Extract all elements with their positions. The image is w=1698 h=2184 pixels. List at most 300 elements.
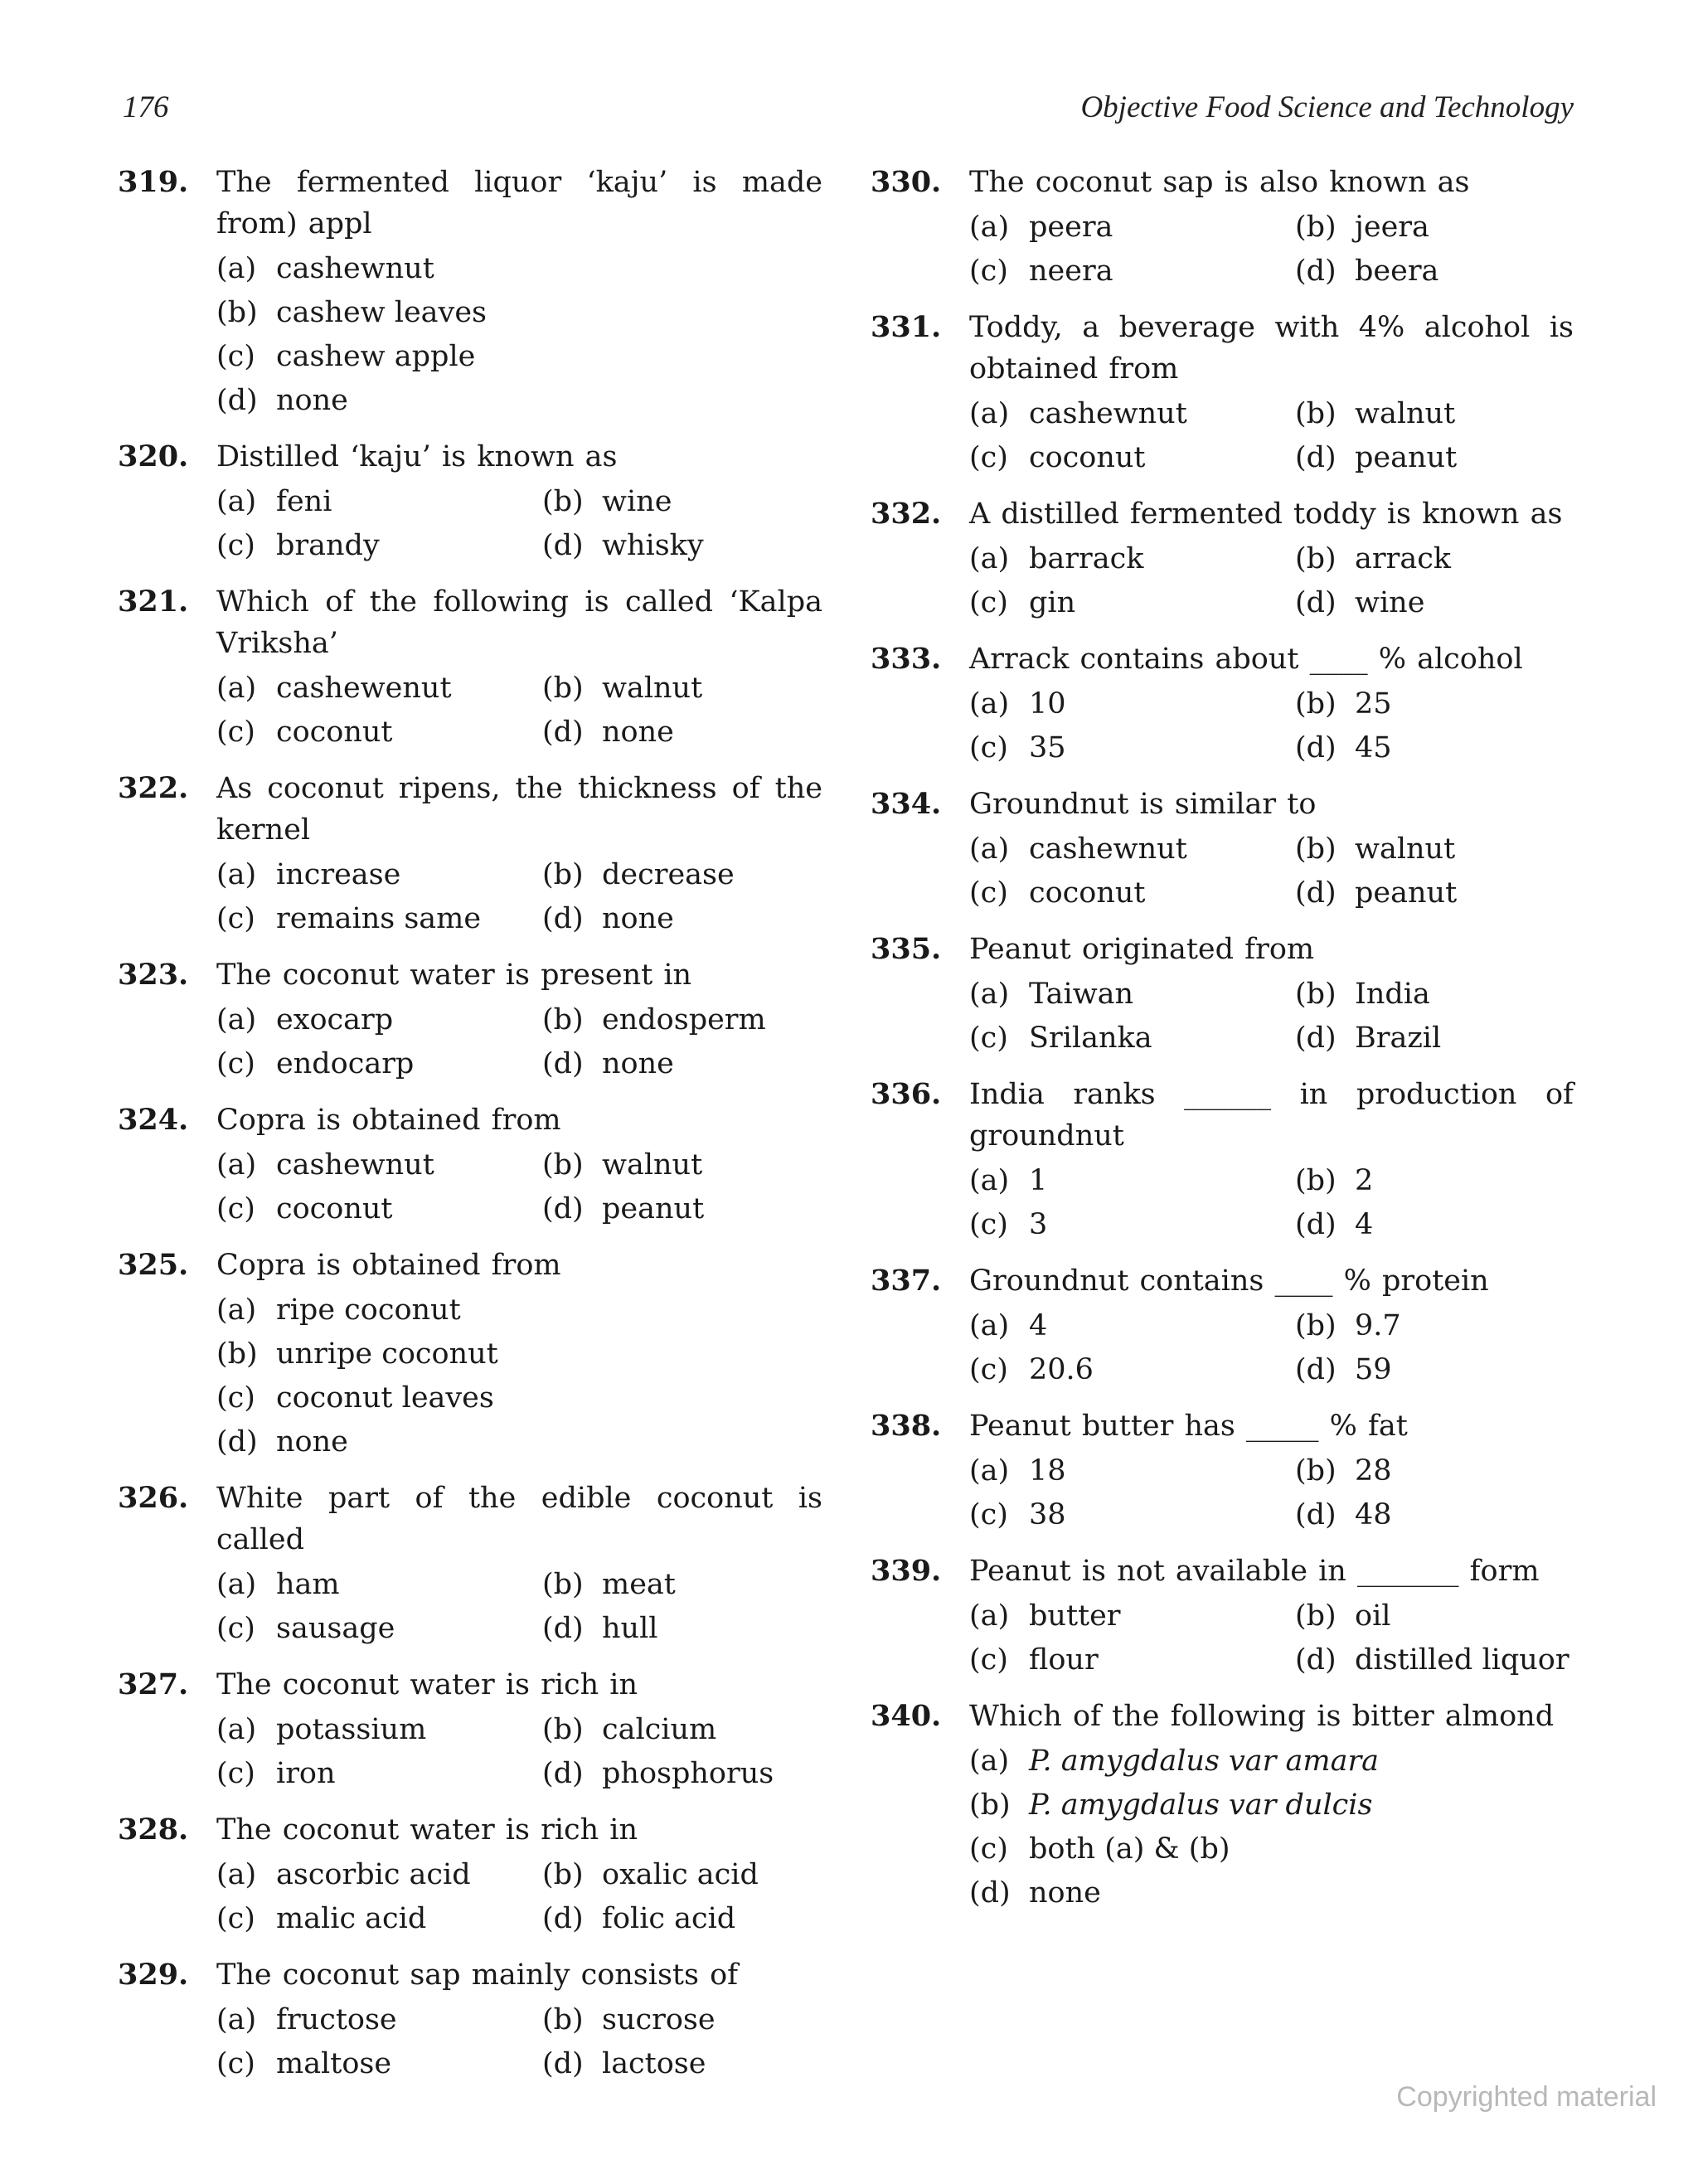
option-text: remains same [276,902,482,935]
answer-option [542,711,822,755]
answer-option [969,1017,1295,1060]
option-label: (a) [216,252,257,285]
option-label: (c) [969,586,1008,619]
option-text: coconut [1029,441,1146,474]
option-label: (a) [216,1293,257,1327]
answer-options [216,1998,822,2086]
option-label: (a) [216,485,257,518]
answer-option [969,682,1295,726]
running-title: Objective Food Science and Technology [1080,90,1574,124]
option-label: (d) [1295,255,1337,288]
option-label: (a) [216,1713,257,1746]
option-text: oxalic acid [602,1858,759,1891]
left-column [118,162,822,2099]
option-label: (a) [216,672,257,705]
option-text: potassium [276,1713,427,1746]
option-text: none [602,1047,674,1080]
option-label: (b) [1295,1164,1337,1197]
answer-option [1295,436,1574,480]
option-text: wine [1355,586,1425,619]
option-label: (b) [969,1788,1011,1822]
question-number: 331. [871,310,942,344]
question-number: 337. [871,1264,942,1298]
option-label: (a) [216,2003,257,2036]
option-text: butter [1029,1599,1121,1633]
option-label: (a) [216,1148,257,1182]
answer-option [969,1159,1295,1203]
option-text: cashewenut [276,672,452,705]
option-label: (a) [216,1858,257,1891]
question-item [871,638,1574,770]
answer-option [216,1289,822,1332]
answer-options [969,537,1574,625]
option-text: 35 [1029,731,1066,764]
option-text: walnut [1355,832,1456,866]
answer-option [216,1187,542,1231]
option-label: (a) [216,1003,257,1036]
option-label: (d) [542,1047,584,1080]
option-text: malic acid [276,1902,427,1935]
option-text: coconut [276,716,393,749]
answer-option [542,1897,822,1941]
option-text: endosperm [602,1003,766,1036]
answer-option [1295,871,1574,915]
answer-option [216,335,822,379]
option-text: 4 [1029,1309,1048,1342]
option-label: (b) [542,2003,584,2036]
option-label: (c) [216,1192,255,1225]
option-label: (a) [969,1745,1010,1778]
option-text: 10 [1029,687,1066,721]
answer-option [969,537,1295,581]
answer-option [969,1638,1295,1682]
answer-options [216,1563,822,1651]
option-text: exocarp [276,1003,394,1036]
question-item [118,1664,822,1796]
answer-option [1295,682,1574,726]
question-number: 324. [118,1103,189,1137]
option-label: (d) [1295,876,1337,910]
option-label: (b) [216,1337,258,1371]
answer-option [216,291,822,335]
option-text: oil [1355,1599,1391,1633]
option-label: (c) [216,340,255,373]
option-text: jeera [1355,211,1429,244]
answer-option [1295,1348,1574,1392]
option-label: (d) [216,1425,258,1458]
option-text: decrease [602,858,735,891]
option-text: sucrose [602,2003,716,2036]
option-text: walnut [602,672,703,705]
question-number: 327. [118,1667,189,1701]
answer-option [542,853,822,897]
option-text: 25 [1355,687,1392,721]
question-text: As coconut ripens, the thickness of the kernel [216,772,822,847]
option-label: (c) [216,716,255,749]
answer-option [216,667,542,711]
question-text: Peanut butter has _____ % fat [969,1410,1408,1443]
answer-option [969,1304,1295,1348]
option-text: none [602,716,674,749]
option-text: phosphorus [602,1757,774,1790]
option-text: peera [1029,211,1113,244]
option-text: 1 [1029,1164,1048,1197]
question-item [871,1696,1574,1915]
question-number: 320. [118,439,189,473]
question-item [871,307,1574,480]
question-text: Peanut is not available in _______ form [969,1555,1540,1588]
option-text: P. amygdalus var dulcis [1029,1788,1373,1822]
option-label: (a) [969,1164,1010,1197]
answer-option [1295,827,1574,871]
question-item [118,162,822,423]
option-text: ripe coconut [276,1293,461,1327]
answer-option [216,897,542,941]
answer-options [969,973,1574,1060]
option-label: (b) [542,1003,584,1036]
answer-option [542,897,822,941]
option-text: beera [1355,255,1439,288]
option-text: none [276,1425,348,1458]
question-text: Groundnut contains ____ % protein [969,1264,1489,1298]
option-label: (c) [969,255,1008,288]
question-item [871,162,1574,294]
option-text: brandy [276,529,380,562]
question-number: 338. [871,1409,942,1443]
option-label: (b) [542,1858,584,1891]
option-label: (d) [542,1192,584,1225]
option-label: (c) [969,1498,1008,1531]
answer-option [542,480,822,524]
option-text: India [1355,978,1430,1011]
answer-option [1295,1159,1574,1203]
question-text: The coconut water is present in [216,959,692,992]
question-text: A distilled fermented toddy is known as [969,497,1563,531]
answer-option [542,1187,822,1231]
option-label: (a) [969,687,1010,721]
option-text: 2 [1355,1164,1374,1197]
question-item [118,1954,822,2086]
answer-option [1295,537,1574,581]
question-item [118,768,822,941]
option-label: (d) [1295,1643,1337,1677]
answer-options [216,1708,822,1796]
option-label: (c) [216,902,255,935]
option-text: coconut leaves [276,1381,494,1415]
answer-option [542,1143,822,1187]
option-text: distilled liquor [1355,1643,1569,1677]
option-text: flour [1029,1643,1099,1677]
answer-option [969,1594,1295,1638]
question-item [871,1551,1574,1682]
option-label: (b) [542,1148,584,1182]
option-label: (a) [969,1454,1010,1488]
option-label: (d) [1295,586,1337,619]
question-number: 323. [118,958,189,992]
option-label: (d) [542,1612,584,1645]
question-number: 321. [118,585,189,619]
answer-option [542,1708,822,1752]
option-text: gin [1029,586,1076,619]
option-text: folic acid [602,1902,736,1935]
option-label: (c) [969,1832,1008,1866]
option-text: both (a) & (b) [1029,1832,1230,1866]
answer-option [969,973,1295,1017]
answer-options [216,667,822,755]
question-item [871,1260,1574,1392]
answer-option [216,1376,822,1420]
answer-option [1295,581,1574,625]
question-number: 329. [118,1958,189,1992]
question-number: 326. [118,1481,189,1515]
option-label: (a) [969,832,1010,866]
option-text: cashewnut [276,1148,434,1182]
question-number: 325. [118,1248,189,1282]
option-label: (d) [1295,1353,1337,1386]
option-text: iron [276,1757,336,1790]
question-item [118,1478,822,1651]
option-label: (d) [542,2047,584,2080]
option-text: lactose [602,2047,706,2080]
answer-options [969,206,1574,294]
option-text: sausage [276,1612,395,1645]
question-text: Which of the following is called ‘Kalpa Vriksha’ [216,585,822,660]
answer-option [216,1998,542,2042]
option-text: cashew leaves [276,296,487,329]
answer-option [969,1871,1574,1915]
question-item [118,954,822,1086]
question-item [871,784,1574,915]
answer-options [216,998,822,1086]
option-label: (d) [1295,731,1337,764]
option-label: (c) [969,1022,1008,1055]
question-text: Arrack contains about ____ % alcohol [969,643,1523,676]
option-text: 4 [1355,1208,1374,1241]
option-label: (b) [1295,832,1337,866]
answer-option [542,1563,822,1607]
question-item [118,581,822,755]
answer-option [216,1853,542,1897]
question-number: 332. [871,497,942,531]
answer-option [542,1752,822,1796]
answer-option [216,1042,542,1086]
option-label: (a) [969,978,1010,1011]
answer-options [969,1159,1574,1247]
question-text: Peanut originated from [969,933,1315,966]
answer-option [216,480,542,524]
option-text: cashewnut [1029,397,1187,430]
answer-options [216,853,822,941]
option-label: (d) [542,1757,584,1790]
answer-option [542,524,822,568]
answer-option [1295,1449,1574,1493]
page-number: 176 [123,90,169,124]
answer-option [216,1420,822,1464]
right-column [871,162,1574,1929]
option-label: (d) [542,529,584,562]
question-item [871,1405,1574,1537]
option-label: (b) [1295,397,1337,430]
option-label: (b) [542,1568,584,1601]
question-text: The coconut sap is also known as [969,166,1470,199]
answer-option [969,1203,1295,1247]
answer-option [216,1143,542,1187]
option-text: Srilanka [1029,1022,1152,1055]
question-number: 336. [871,1077,942,1111]
question-item [118,436,822,568]
answer-options [216,1853,822,1941]
answer-option [969,581,1295,625]
answer-option [1295,1304,1574,1348]
question-text: The coconut water is rich in [216,1668,638,1701]
option-label: (b) [1295,978,1337,1011]
option-label: (d) [542,1902,584,1935]
answer-option [216,853,542,897]
option-label: (c) [216,1047,255,1080]
answer-option [542,1607,822,1651]
option-label: (d) [1295,1208,1337,1241]
answer-option [1295,973,1574,1017]
answer-option [216,711,542,755]
question-text: The fermented liquor ‘kaju’ is made from) appl [216,166,822,240]
option-label: (c) [216,529,255,562]
option-text: coconut [276,1192,393,1225]
option-label: (c) [969,1643,1008,1677]
answer-option [542,998,822,1042]
option-label: (b) [1295,687,1337,721]
option-label: (c) [216,2047,255,2080]
answer-option [216,2042,542,2086]
option-label: (b) [1295,1309,1337,1342]
question-text: Distilled ‘kaju’ is known as [216,440,618,473]
answer-option [969,1449,1295,1493]
option-label: (c) [969,876,1008,910]
option-label: (c) [969,731,1008,764]
option-text: 48 [1355,1498,1392,1531]
option-label: (d) [216,384,258,417]
option-text: meat [602,1568,676,1601]
option-text: walnut [602,1148,703,1182]
question-item [871,1074,1574,1247]
option-text: walnut [1355,397,1456,430]
question-text: White part of the edible coconut is called [216,1482,822,1556]
answer-options [969,1594,1574,1682]
answer-option [1295,726,1574,770]
option-text: 20.6 [1029,1353,1094,1386]
option-text: none [276,384,348,417]
option-text: peanut [1355,876,1458,910]
option-label: (c) [216,1902,255,1935]
question-text: The coconut water is rich in [216,1813,638,1847]
answer-option [216,1332,822,1376]
option-text: hull [602,1612,658,1645]
option-label: (d) [969,1876,1011,1910]
option-text: 45 [1355,731,1392,764]
answer-options [216,247,822,423]
answer-option [1295,250,1574,294]
option-label: (b) [542,672,584,705]
option-text: cashew apple [276,340,476,373]
option-label: (a) [969,1599,1010,1633]
question-number: 334. [871,787,942,821]
option-text: coconut [1029,876,1146,910]
answer-options [969,392,1574,480]
question-item [118,1099,822,1231]
option-text: unripe coconut [276,1337,498,1371]
option-text: wine [602,485,672,518]
answer-option [1295,1493,1574,1537]
question-item [118,1809,822,1941]
option-label: (b) [1295,542,1337,575]
option-text: 59 [1355,1353,1392,1386]
question-text: Copra is obtained from [216,1104,561,1137]
watermark: Copyrighted material [1396,2081,1657,2113]
option-label: (c) [969,1353,1008,1386]
question-text: Groundnut is similar to [969,788,1317,821]
answer-option [969,436,1295,480]
answer-option [1295,1594,1574,1638]
answer-options [969,1449,1574,1537]
answer-options [969,1740,1574,1915]
option-text: increase [276,858,401,891]
option-text: cashewnut [1029,832,1187,866]
option-label: (a) [969,1309,1010,1342]
question-text: The coconut sap mainly consists of [216,1958,739,1992]
answer-option [542,1998,822,2042]
option-label: (b) [542,485,584,518]
answer-options [216,480,822,568]
answer-option [969,392,1295,436]
answer-option [969,827,1295,871]
option-label: (c) [969,1208,1008,1241]
answer-option [216,1897,542,1941]
question-number: 330. [871,165,942,199]
answer-option [542,667,822,711]
answer-option [1295,1017,1574,1060]
option-text: calcium [602,1713,717,1746]
answer-option [1295,392,1574,436]
answer-option [216,379,822,423]
question-number: 322. [118,771,189,805]
option-text: fructose [276,2003,397,2036]
question-number: 335. [871,932,942,966]
answer-options [969,1304,1574,1392]
option-label: (c) [216,1612,255,1645]
option-label: (a) [969,542,1010,575]
option-label: (c) [216,1757,255,1790]
question-text: Copra is obtained from [216,1249,561,1282]
option-text: 3 [1029,1208,1048,1241]
option-text: maltose [276,2047,392,2080]
option-text: peanut [602,1192,705,1225]
option-text: barrack [1029,542,1144,575]
answer-option [969,1784,1574,1827]
question-item [118,1245,822,1464]
answer-option [216,1752,542,1796]
question-text: Which of the following is bitter almond [969,1700,1555,1733]
option-label: (b) [1295,211,1337,244]
option-label: (a) [216,858,257,891]
option-label: (c) [216,1381,255,1415]
answer-option [969,250,1295,294]
option-text: Taiwan [1029,978,1134,1011]
option-label: (b) [216,296,258,329]
option-text: whisky [602,529,704,562]
answer-options [969,682,1574,770]
option-label: (d) [1295,1498,1337,1531]
option-label: (d) [542,716,584,749]
question-item [871,929,1574,1060]
